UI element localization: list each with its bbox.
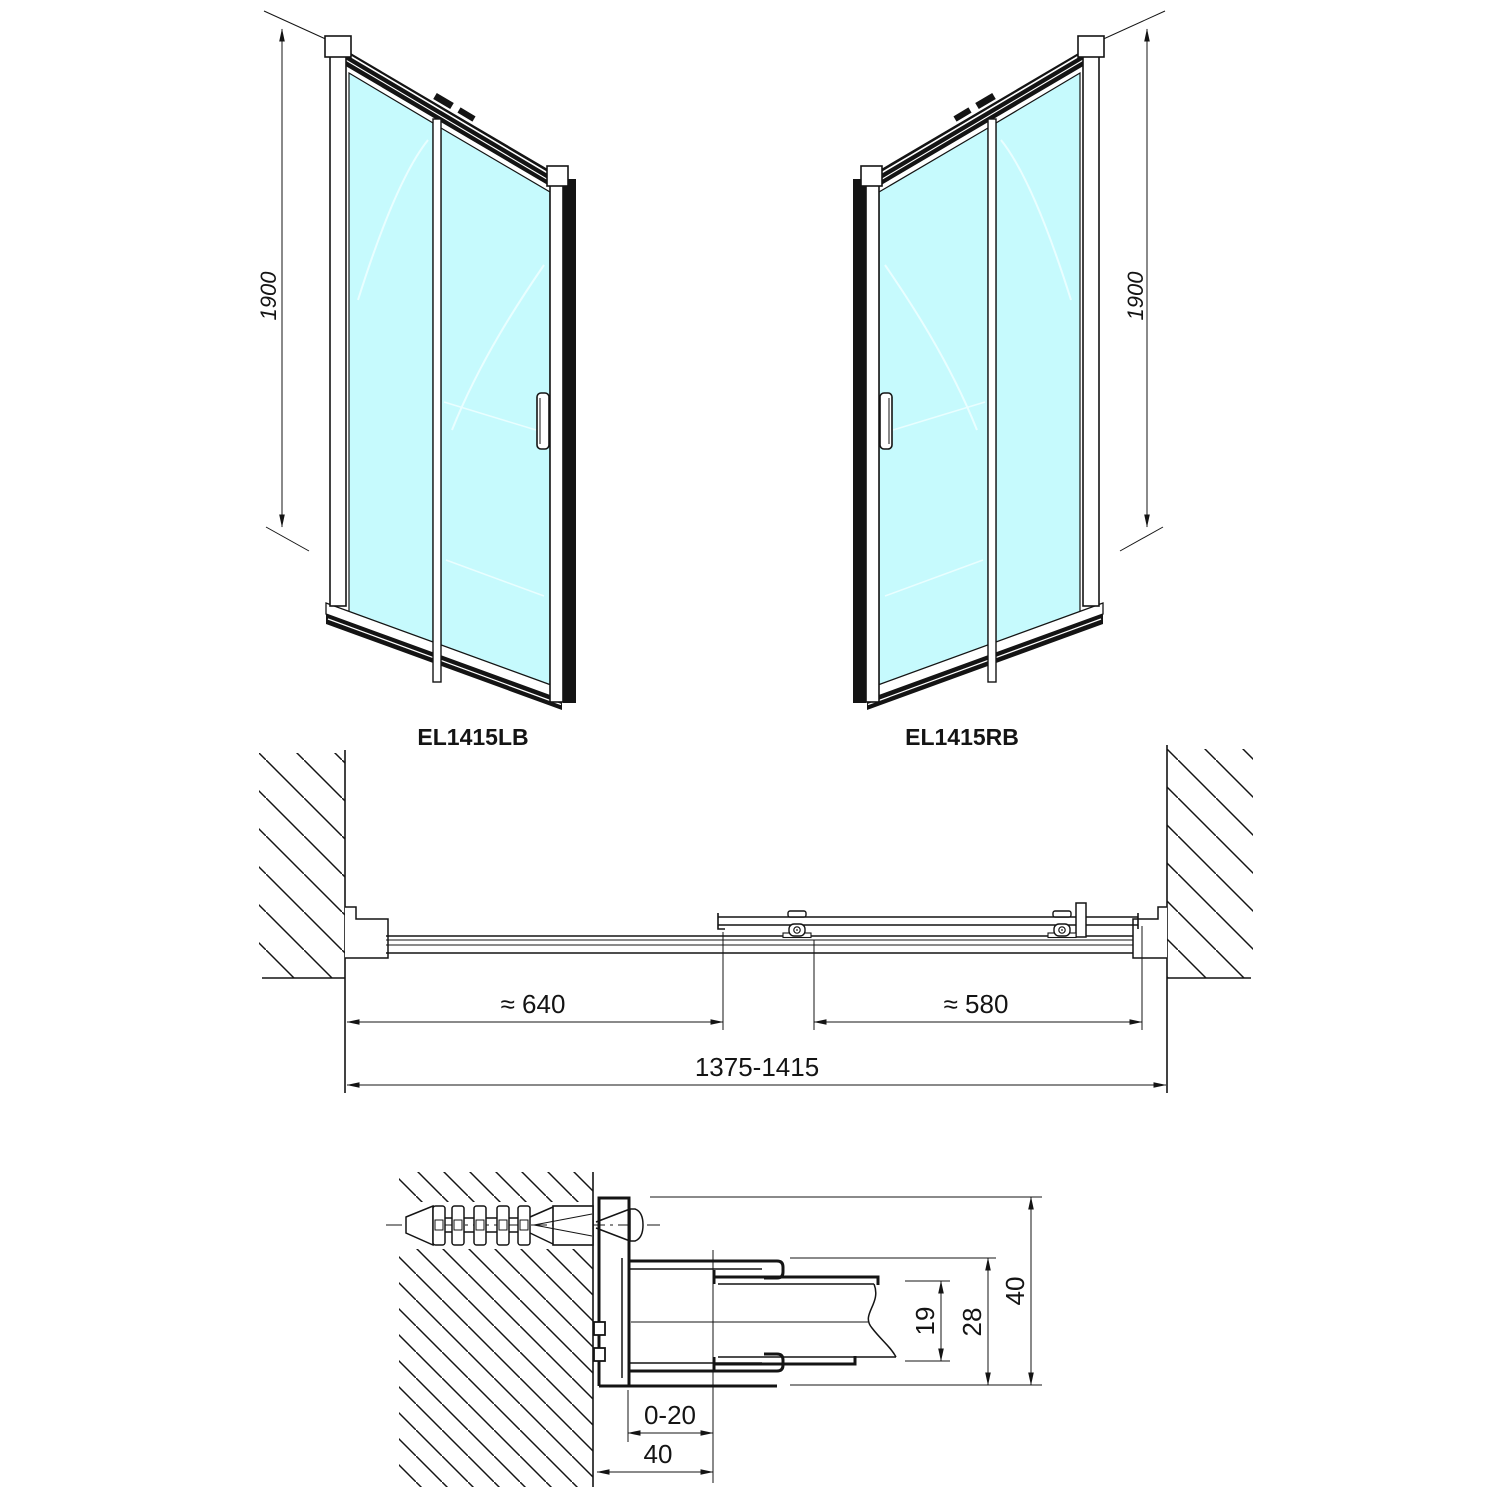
- door-right-geometry: [853, 11, 1165, 710]
- wall-anchor: [406, 1206, 593, 1245]
- dimension-label: 28: [957, 1307, 987, 1337]
- dimension-label: ≈ 580: [943, 989, 1009, 1019]
- dimension-glass-channel: [910, 1281, 941, 1361]
- fixed-panel-section: [386, 936, 1133, 953]
- dimension-profile-width: [597, 1439, 713, 1472]
- wall-bracket-left: [345, 907, 388, 958]
- view-profile-detail: [386, 1172, 1042, 1487]
- door-frame-profile-section: [714, 1270, 878, 1371]
- dimension-right-opening: [814, 989, 1142, 1022]
- door-leaf-section: [631, 1284, 896, 1357]
- profile-snap-notch: [594, 1348, 605, 1361]
- profile-snap-notch: [594, 1322, 605, 1335]
- dimension-channel-height: [957, 1258, 988, 1385]
- detail-extension-lines: [628, 1197, 1042, 1483]
- door-left-geometry: [264, 11, 576, 710]
- sliding-panel-section: [718, 903, 1138, 938]
- view-door-right: [853, 11, 1165, 750]
- height-dimension-label: 1900: [256, 271, 281, 321]
- wall-profile-section: [594, 1198, 783, 1386]
- dimension-label: 40: [1000, 1276, 1030, 1306]
- dimension-label: 40: [643, 1439, 673, 1469]
- dimension-overall-width: [347, 1052, 1166, 1085]
- model-label-left: EL1415LB: [417, 724, 529, 750]
- dimension-label: 0-20: [643, 1400, 697, 1430]
- dimension-left-opening: [347, 989, 723, 1022]
- wall-hatch-left: [259, 753, 345, 978]
- stopper-tab: [1076, 903, 1086, 937]
- dimension-label: ≈ 640: [500, 989, 566, 1019]
- dimension-label: 19: [910, 1306, 940, 1336]
- break-line: [868, 1284, 896, 1357]
- wall-hatch-right: [1167, 749, 1253, 978]
- dimension-label: 1375-1415: [694, 1052, 820, 1082]
- view-plan-section: [259, 745, 1253, 1093]
- anchor-sleeve: [553, 1206, 593, 1245]
- view-door-left: [256, 11, 576, 750]
- model-label-right: EL1415RB: [905, 724, 1019, 750]
- dimension-profile-height: [1000, 1197, 1031, 1385]
- height-dimension-label: 1900: [1123, 271, 1148, 321]
- dimension-adjustment-range: [628, 1400, 713, 1433]
- slide-bar-end-left: [718, 913, 725, 929]
